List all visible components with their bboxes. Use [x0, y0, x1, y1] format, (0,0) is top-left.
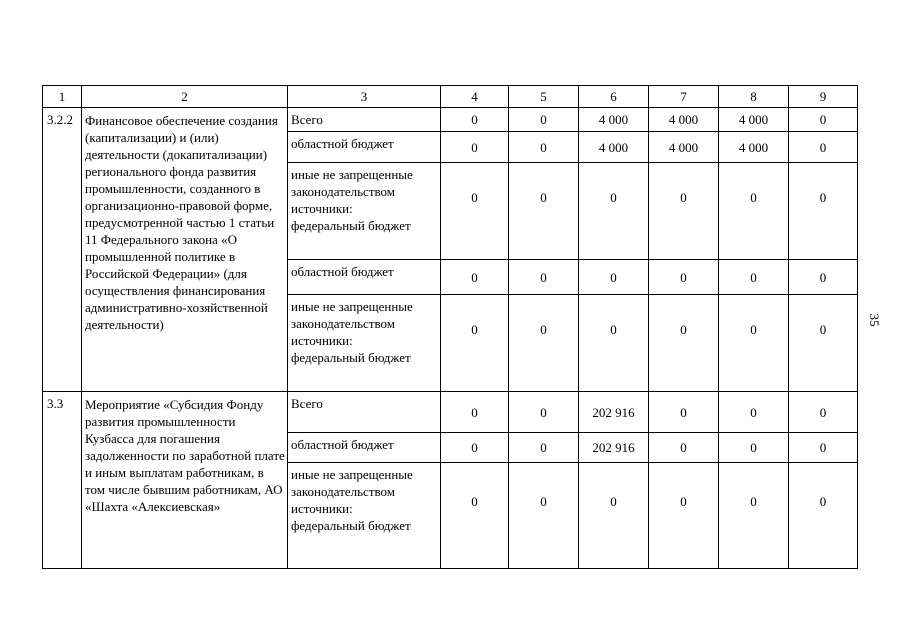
header-row — [43, 86, 858, 108]
value-cell: 0 — [441, 132, 509, 163]
item-code: 3.2.2 — [43, 108, 82, 392]
value-cell: 0 — [649, 392, 719, 433]
value-cell: 4 000 — [579, 108, 649, 132]
funding-source: Всего — [288, 392, 441, 433]
column-header: 6 — [579, 86, 649, 108]
table-row — [43, 108, 858, 132]
value-cell: 0 — [789, 108, 858, 132]
value-cell: 0 — [789, 392, 858, 433]
funding-source: областной бюджет — [288, 132, 441, 163]
budget-table — [42, 85, 858, 569]
value-cell: 0 — [441, 295, 509, 392]
funding-source — [288, 463, 441, 569]
value-cell: 4 000 — [719, 108, 789, 132]
funding-source-federal: федеральный бюджет — [291, 518, 411, 533]
funding-source: областной бюджет — [288, 433, 441, 463]
value-cell: 0 — [789, 463, 858, 569]
value-cell: 0 — [649, 163, 719, 260]
value-cell: 4 000 — [719, 132, 789, 163]
value-cell: 0 — [509, 260, 579, 295]
funding-source-note: иные не запрещенные законодательством источники: — [291, 467, 413, 516]
column-header: 5 — [509, 86, 579, 108]
funding-source-federal: федеральный бюджет — [291, 218, 411, 233]
column-header: 4 — [441, 86, 509, 108]
value-cell: 0 — [649, 433, 719, 463]
funding-source-federal: федеральный бюджет — [291, 350, 411, 365]
value-cell: 0 — [441, 463, 509, 569]
funding-source: Всего — [288, 108, 441, 132]
value-cell: 0 — [579, 463, 649, 569]
page-number: 35 — [867, 313, 882, 327]
value-cell: 0 — [719, 463, 789, 569]
value-cell: 0 — [509, 463, 579, 569]
value-cell: 0 — [649, 260, 719, 295]
value-cell: 0 — [649, 463, 719, 569]
item-code: 3.3 — [43, 392, 82, 569]
funding-source: областной бюджет — [288, 260, 441, 295]
value-cell: 202 916 — [579, 433, 649, 463]
value-cell: 0 — [649, 295, 719, 392]
value-cell: 0 — [509, 392, 579, 433]
funding-source — [288, 163, 441, 260]
column-header: 3 — [288, 86, 441, 108]
value-cell: 0 — [441, 163, 509, 260]
item-description: Мероприятие «Субсидия Фонду развития промышленности Кузбасса для погашения задолженности по заработной плате и иным выплатам работникам, в том числе бывшим работникам, АО «Шахта «Алексиевская» — [82, 392, 288, 569]
value-cell: 0 — [509, 295, 579, 392]
value-cell: 0 — [789, 295, 858, 392]
value-cell: 0 — [509, 433, 579, 463]
value-cell: 0 — [789, 260, 858, 295]
value-cell: 0 — [789, 132, 858, 163]
table-row — [43, 392, 858, 433]
value-cell: 0 — [719, 433, 789, 463]
column-header: 7 — [649, 86, 719, 108]
column-header: 1 — [43, 86, 82, 108]
value-cell: 0 — [789, 163, 858, 260]
column-header: 8 — [719, 86, 789, 108]
value-cell: 0 — [719, 295, 789, 392]
column-header: 9 — [789, 86, 858, 108]
item-description: Финансовое обеспечение создания (капитализации) и (или) деятельности (докапитализации) регионального фонда развития промышленности, созданного в организационно-правовой форме, предусмотренной частью 1 статьи 11 Федерального закона «О промышленной политике в Российской Федерации» (для осуществления финансирования административно-хозяйственной деятельности) — [82, 108, 288, 392]
value-cell: 0 — [719, 260, 789, 295]
value-cell: 0 — [441, 392, 509, 433]
value-cell: 4 000 — [649, 108, 719, 132]
value-cell: 0 — [441, 260, 509, 295]
funding-source-note: иные не запрещенные законодательством источники: — [291, 167, 413, 216]
value-cell: 0 — [509, 132, 579, 163]
funding-source — [288, 295, 441, 392]
value-cell: 0 — [509, 163, 579, 260]
funding-source-note: иные не запрещенные законодательством источники: — [291, 299, 413, 348]
value-cell: 0 — [441, 108, 509, 132]
value-cell: 0 — [579, 260, 649, 295]
value-cell: 0 — [719, 392, 789, 433]
value-cell: 0 — [509, 108, 579, 132]
value-cell: 0 — [441, 433, 509, 463]
value-cell: 4 000 — [579, 132, 649, 163]
value-cell: 0 — [579, 295, 649, 392]
value-cell: 202 916 — [579, 392, 649, 433]
value-cell: 0 — [789, 433, 858, 463]
value-cell: 0 — [579, 163, 649, 260]
value-cell: 0 — [719, 163, 789, 260]
value-cell: 4 000 — [649, 132, 719, 163]
column-header: 2 — [82, 86, 288, 108]
